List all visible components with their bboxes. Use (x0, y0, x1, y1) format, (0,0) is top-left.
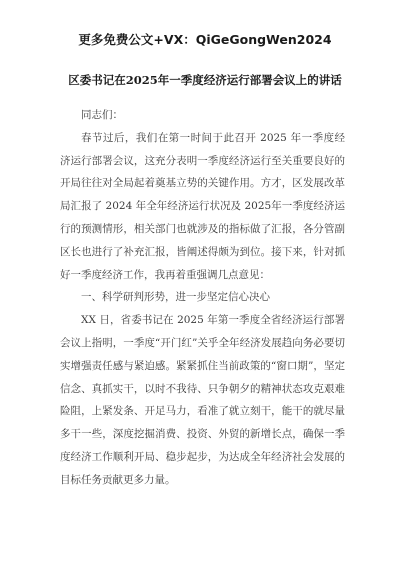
document-body (60, 104, 345, 492)
section-heading: 一、科学研判形势，进一步坚定信心决心 (81, 291, 270, 304)
document-title: 区委书记在2025年一季度经济运行部署会议上的讲话 (68, 73, 342, 87)
paragraph-intro: 春节过后，我们在第一时间于此召开 2025 年一季度经济运行部署会议，这充分表明一季度经济运行至关重要良好的开局往往对全局起着奠基立势的关键作用。方才，区发展改革局汇报了 2024 年全年经济运行状况及 2025年一季度经济运行的预测情形，相关部门也就涉及的指标做了汇报，各分管副区长也进行了补充汇报，皆阐述得颇为到位。接下来，针对抓好一季度经济工作，我再着重强调几点意见： (60, 131, 345, 281)
salutation: 同志们： (81, 109, 123, 121)
paragraph-section-1: XX 日，省委书记在 2025 年第一季度全省经济运行部署会议上指明，一季度“开门红”关乎全年经济发展趋向务必要切实增强责任感与紧迫感。紧紧抓住当前政策的“窗口期”，坚定信念、真抓实干，以时不我待、只争朝夕的精神状态攻克艰难险阻，上紧发条、开足马力，看准了就立刻干，能干的就尽量多干一些，深度挖掘消费、投资、外贸的新增长点，确保一季度经济工作顺利开局、稳步起步，为达成全年经济社会发展的目标任务贡献更多力量。 (60, 314, 345, 486)
promo-banner: 更多免费公文+VX：QiGeGongWen2024 (78, 32, 332, 47)
